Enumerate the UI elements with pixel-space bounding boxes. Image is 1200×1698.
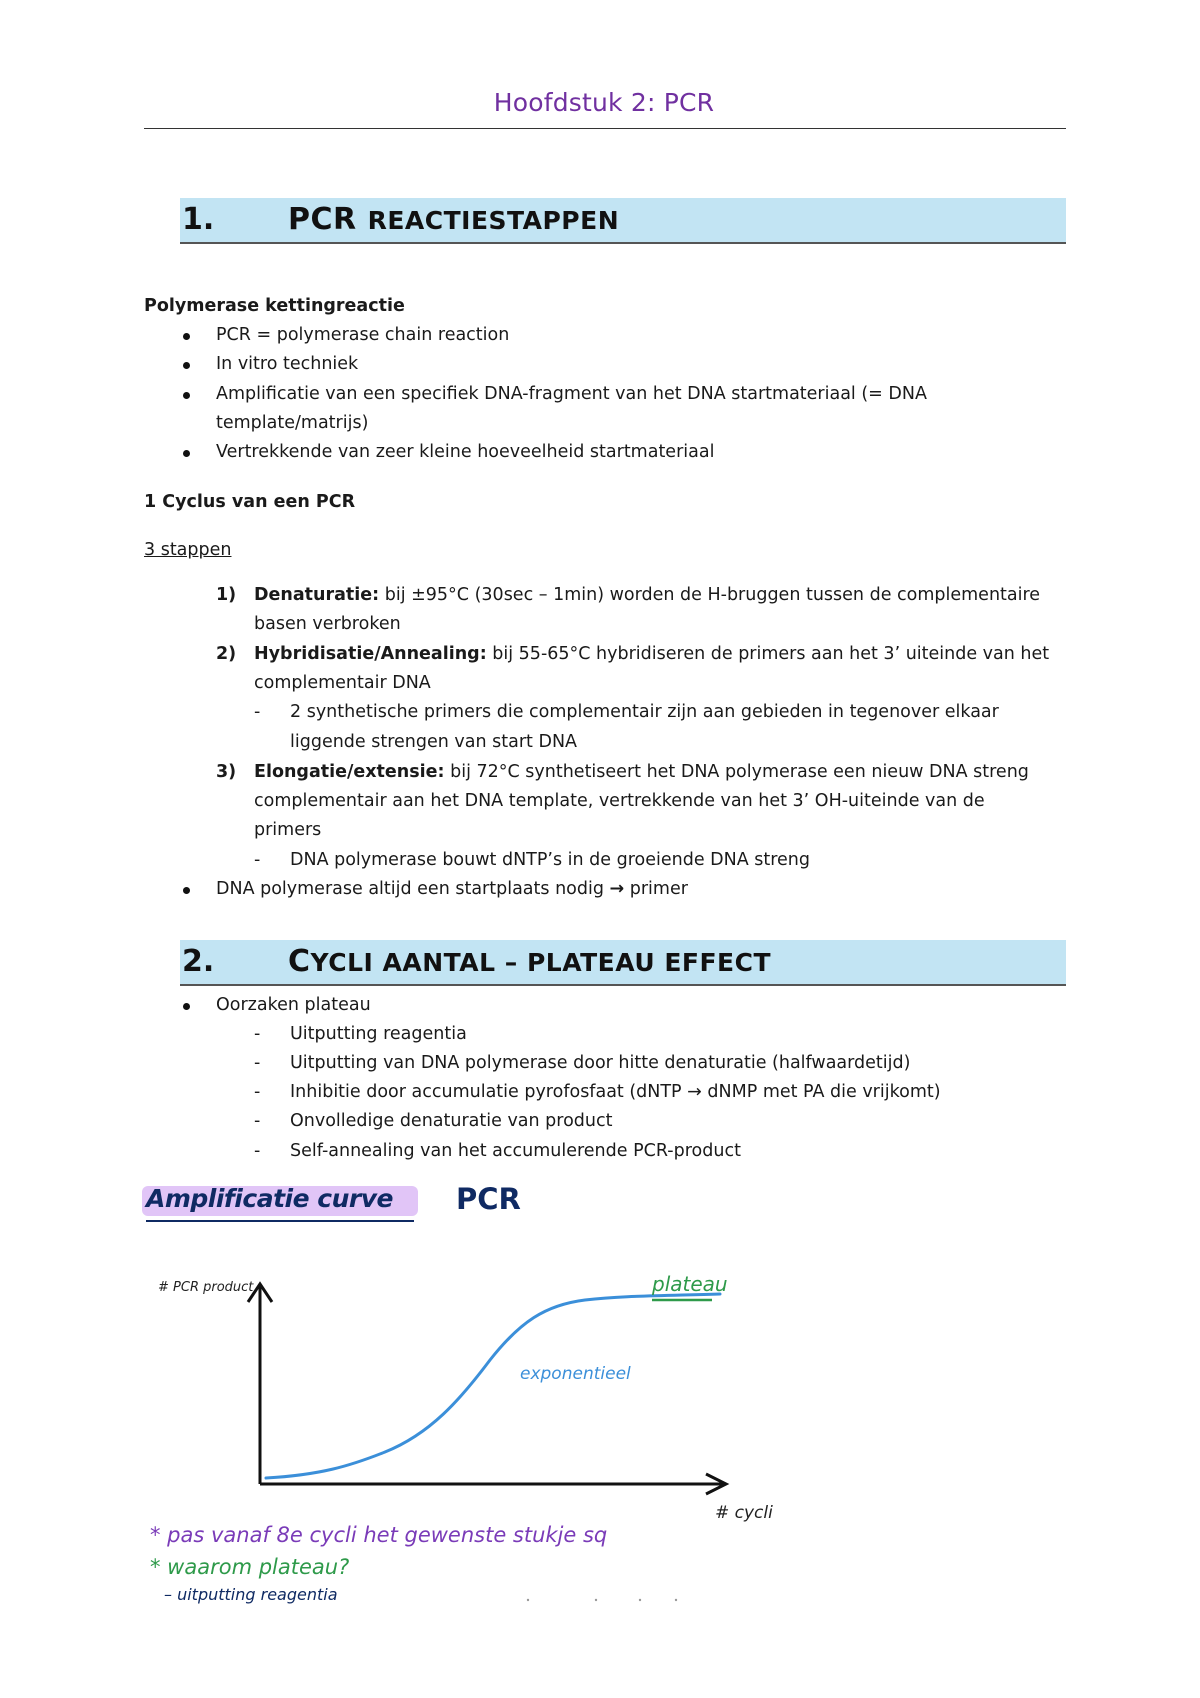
step-2-sub-2: liggende strengen van start DNA	[290, 732, 578, 752]
step-1-line-2: basen verbroken	[254, 614, 401, 634]
cause-item: Uitputting van DNA polymerase door hitte denaturatie (halfwaardetijd)	[290, 1053, 911, 1073]
step-2-text: bij 55-65°C hybridiseren de primers aan het 3’ uiteinde van het	[486, 644, 1050, 664]
cause-item: Self-annealing van het accumulerende PCR-product	[290, 1141, 741, 1161]
step-3-number: 3)	[216, 762, 237, 782]
note-dark: – uitputting reagentia	[164, 1585, 338, 1604]
step-3-line-3: primers	[254, 820, 322, 840]
cause-item: Onvolledige denaturatie van product	[290, 1111, 613, 1131]
step-3-sub: DNA polymerase bouwt dNTP’s in de groeiende DNA streng	[290, 850, 811, 870]
scan-dot	[675, 1599, 677, 1601]
cause-item: Uitputting reagentia	[290, 1024, 467, 1044]
subheading-polymerase: Polymerase kettingreactie	[144, 296, 405, 316]
page-header-title: Hoofdstuk 2: PCR	[493, 88, 715, 117]
note-purple: * pas vanaf 8e cycli het gewenste stukje sq	[150, 1523, 608, 1547]
step-2-line-2: complementair DNA	[254, 673, 431, 693]
step-3-line-2: complementair aan het DNA template, vertrekkende van het 3’ OH-uiteinde van de	[254, 791, 985, 811]
arrow-icon: →	[609, 879, 625, 899]
bullet-item: PCR = polymerase chain reaction	[216, 325, 510, 345]
plateau-label: plateau	[652, 1272, 728, 1296]
step-1-text: bij ±95°C (30sec – 1min) worden de H-bruggen tussen de complementaire	[379, 585, 1041, 605]
section-2-number: 2.	[182, 944, 215, 979]
step-2-number: 2)	[216, 644, 237, 664]
bullet-item: Oorzaken plateau	[216, 995, 371, 1015]
cycle-heading: 1 Cyclus van een PCR	[144, 492, 356, 512]
x-axis-label: # cycli	[715, 1503, 773, 1523]
section-1-title-main: PCR	[288, 202, 357, 237]
section-2-title-cap: C	[288, 944, 311, 979]
scan-dot	[639, 1599, 641, 1601]
dash-marker: -	[254, 702, 261, 722]
final-bullet-text: DNA polymerase altijd een startplaats nodig	[216, 879, 610, 899]
handwritten-title: Amplificatie curve	[146, 1184, 393, 1213]
dash-marker: -	[254, 1111, 261, 1131]
dash-marker: -	[254, 1082, 261, 1102]
bullet-item: Amplificatie van een specifiek DNA-fragment van het DNA startmateriaal (= DNA	[216, 384, 927, 404]
step-2-sub-1: 2 synthetische primers die complementair zijn aan gebieden in tegenover elkaar	[290, 702, 999, 722]
step-1-number: 1)	[216, 585, 237, 605]
step-2-label: Hybridisatie/Annealing:	[254, 644, 487, 664]
sigmoid-curve	[266, 1294, 720, 1478]
cause-item: Inhibitie door accumulatie pyrofosfaat (dNTP → dNMP met PA die vrijkomt)	[290, 1082, 941, 1102]
section-1-title-rest: REACTIESTAPPEN	[367, 206, 620, 235]
step-3-text: bij 72°C synthetiseert het DNA polymerase een nieuw DNA streng	[444, 762, 1029, 782]
steps-label: 3 stappen	[144, 540, 232, 560]
y-axis-label: # PCR product	[158, 1280, 254, 1295]
bullet-item: In vitro techniek	[216, 354, 359, 374]
bullet-item-continuation: template/matrijs)	[216, 413, 369, 433]
handwritten-pcr: PCR	[456, 1182, 521, 1216]
final-bullet-text-2: primer	[624, 879, 688, 899]
bullet-item: Vertrekkende van zeer kleine hoeveelheid startmateriaal	[216, 442, 715, 462]
note-green: * waarom plateau?	[150, 1555, 350, 1579]
scan-dot	[527, 1599, 529, 1601]
section-2-title-rest: YCLI AANTAL – PLATEAU EFFECT	[310, 948, 772, 977]
step-1-label: Denaturatie:	[254, 585, 380, 605]
dash-marker: -	[254, 1141, 261, 1161]
scan-dot	[595, 1599, 597, 1601]
step-3-label: Elongatie/extensie:	[254, 762, 445, 782]
dash-marker: -	[254, 1024, 261, 1044]
exponential-label: exponentieel	[520, 1364, 631, 1384]
section-1-number: 1.	[182, 202, 215, 237]
dash-marker: -	[254, 1053, 261, 1073]
dash-marker: -	[254, 850, 261, 870]
